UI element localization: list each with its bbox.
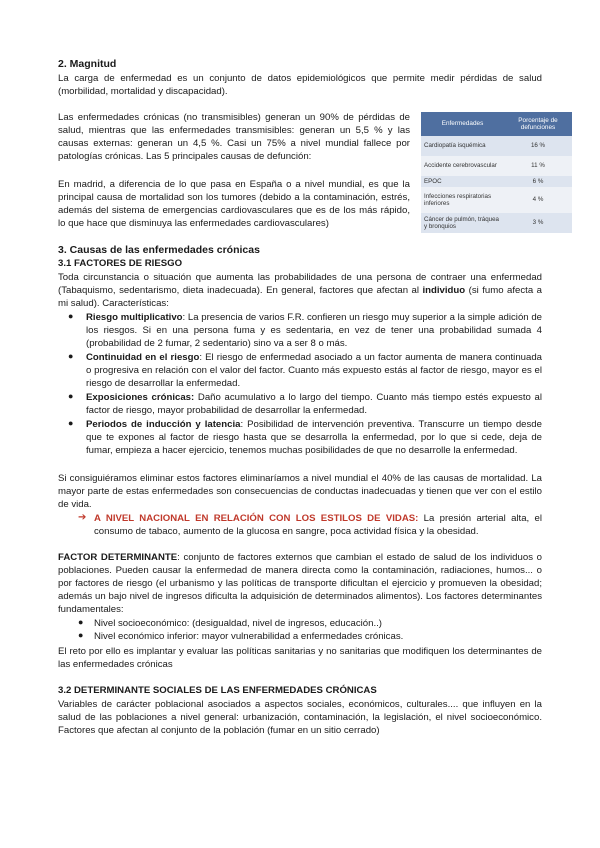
table-header-cell: Enfermedades (421, 112, 504, 136)
intro-text-end: (si fumo afecta a mi salud). Características: (58, 285, 543, 310)
table-cell-cause: EPOC (421, 176, 504, 187)
bullet-text: Daño acumulativo a lo largo del tiempo. Cuanto más tiempo estés expuesto al factor de riesgo, mayor probabilidad de desarrollar la enfermedad. (86, 392, 543, 417)
table-row (421, 156, 572, 176)
table-cell-cause: Cáncer de pulmón, tráquea y bronquios (421, 213, 504, 233)
bullet-item (86, 351, 542, 390)
subsection-3-1-title: 3.1 FACTORES DE RIESGO (58, 258, 183, 269)
causes-of-death-table (421, 112, 572, 233)
determinant-bullet: Nivel socioeconómico: (desigualdad, nivel de ingresos, educación..) (94, 618, 382, 629)
bullet-term: Riesgo multiplicativo (86, 312, 183, 323)
factor-determinante-paragraph (58, 551, 542, 616)
section-2-paragraph-3: En madrid, a diferencia de lo que pasa en España o a nivel mundial, es que la principal causa de mortalidad son los tumores (debido a la contaminación, estrés, además del sistema de emergencias cardiovasculares que es de los más rápido, lo que hace que disminuya las enfermedades cardiovasculares) (58, 179, 410, 230)
bullet-term: Exposiciones crónicas: (86, 392, 195, 403)
bullet-item (86, 418, 542, 457)
factor-determinante-label: FACTOR DETERMINANTE (58, 552, 178, 563)
bullet-dot: ● (68, 311, 74, 321)
social-determinants-paragraph: Variables de carácter poblacional asociados a aspectos sociales, económicos, culturales.... que influyen en la salud de las poblaciones a nivel general: urbanización, contaminación, la legislación, el nivel socioeconómico. Factores que afectan al conjunto de la población (fumar en un sitio cerrado) (58, 699, 542, 737)
table-cell-cause: Accidente cerebrovascular (421, 156, 504, 176)
bullet-dot: ● (68, 391, 74, 401)
intro-bold: individuo (422, 285, 466, 297)
bullet-item (86, 391, 542, 417)
table-row (421, 213, 572, 233)
bullet-text: : Posibilidad de intervención preventiva. Transcurre un tiempo desde que te expones al factor de riesgo hasta que se desarrolla la enfermedad, por lo que si cede, deja de fumar, empieza a hacer ejercicio, tenemos muchas posibilidades de que no desarrolle la enfermedad. (86, 419, 542, 457)
table-cell-percent: 16 % (504, 136, 572, 156)
national-label: A NIVEL NACIONAL EN RELACIÓN CON LOS ESTILOS DE VIDAS: (94, 513, 419, 524)
table-cell-percent: 3 % (504, 213, 572, 233)
bullet-text: : La presencia de varios F.R. confieren un riesgo muy superior a la simple adición de los riesgos. Si en una persona fuma y es sedentaria, en vez de tener una probabilidad sumada 4 (probabilidad de 2 fumar, 2 sedentario) sino va a ser 8 o más. (86, 312, 542, 350)
bullet-text: : El riesgo de enfermedad asociado a un factor aumenta de manera continuada o progresiva en relación con el valor del factor. Cuanto más expuesto estás al factor de riesgo, mayor es el riesgo de desarrollar la enfermedad. (86, 352, 542, 390)
factor-determinante-text: : conjunto de factores externos que cambian el estado de salud de los individuos o poblaciones. Pueden causar la enfermedad de manera directa como la contaminación, radiaciones, humos... o por factores de riesgo (el urbanismo y las políticas de transporte dificultan el ejercicio y promueven la obesidad; además un bajo nivel de ingresos dificulta la adquisición de determinados alimentos). Los factores determinantes fundamentales: (58, 552, 542, 616)
arrow-icon: ➔ (78, 512, 87, 523)
table-cell-percent: 6 % (504, 176, 572, 187)
section-2-paragraph-1: La carga de enfermedad es un conjunto de datos epidemiológicos que permite medir pérdidas de salud (morbilidad, mortalidad y discapacidad). (58, 73, 542, 98)
table-cell-percent: 4 % (504, 187, 572, 213)
bullet-dot: ● (78, 617, 84, 627)
national-text: La presión arterial alta, el consumo de tabaco, aumento de la glucosa en sangre, poca actividad física y la obesidad. (94, 513, 543, 538)
bullet-term: Periodos de inducción y latencia (86, 419, 241, 430)
bullet-item (86, 311, 542, 350)
table-cell-percent: 11 % (504, 156, 572, 176)
table-row (421, 176, 572, 187)
subsection-3-2-title: 3.2 DETERMINANTE SOCIALES DE LAS ENFERMEDADES CRÓNICAS (58, 685, 377, 696)
table-row (421, 187, 572, 213)
table-cell-cause: Infecciones respiratorias inferiores (421, 187, 504, 213)
determinant-bullet: Nivel económico inferior: mayor vulnerabilidad a enfermedades crónicas. (94, 631, 404, 642)
section-2-paragraph-2: Las enfermedades crónicas (no transmisibles) generan un 90% de pérdidas de salud, mientras que las enfermedades transmisibles: generan un 5,5 % y las causas externas: generan un 4,5 %. Casi un 75% a nivel mundial fallece por patologías crónicas. Las 5 principales causas de defunción: (58, 112, 410, 163)
bullet-dot: ● (68, 351, 74, 361)
section-3-title: 3. Causas de las enfermedades crónicas (58, 244, 260, 256)
table-header-row (421, 112, 572, 136)
table-cell-cause: Cardiopatía isquémica (421, 136, 504, 156)
challenge-paragraph: El reto por ello es implantar y evaluar las políticas sanitarias y no sanitarias que modifiquen los determinantes de las enfermedades crónicas (58, 646, 542, 671)
table-row (421, 136, 572, 156)
national-lifestyle-note (94, 512, 542, 538)
table-header-cell: Porcentaje de defunciones (504, 112, 572, 136)
section-2-title: 2. Magnitud (58, 58, 117, 70)
bullet-dot: ● (78, 630, 84, 640)
bullet-dot: ● (68, 418, 74, 428)
intro-text: Toda circunstancia o situación que aumenta las probabilidades de una persona de contraer una enfermedad (Tabaquismo, sedentarismo, dieta inadecuada). En general, factores que afectan al (58, 272, 542, 297)
elimination-paragraph: Si consiguiéramos eliminar estos factores eliminaríamos a nivel mundial el 40% de las causas de mortalidad. La mayor parte de estas enfermedades son consecuencias de conductas inadecuadas y tienen que ver con el estilo de vida. (58, 473, 542, 511)
bullet-term: Continuidad en el riesgo (86, 352, 200, 363)
risk-factors-intro (58, 271, 542, 310)
